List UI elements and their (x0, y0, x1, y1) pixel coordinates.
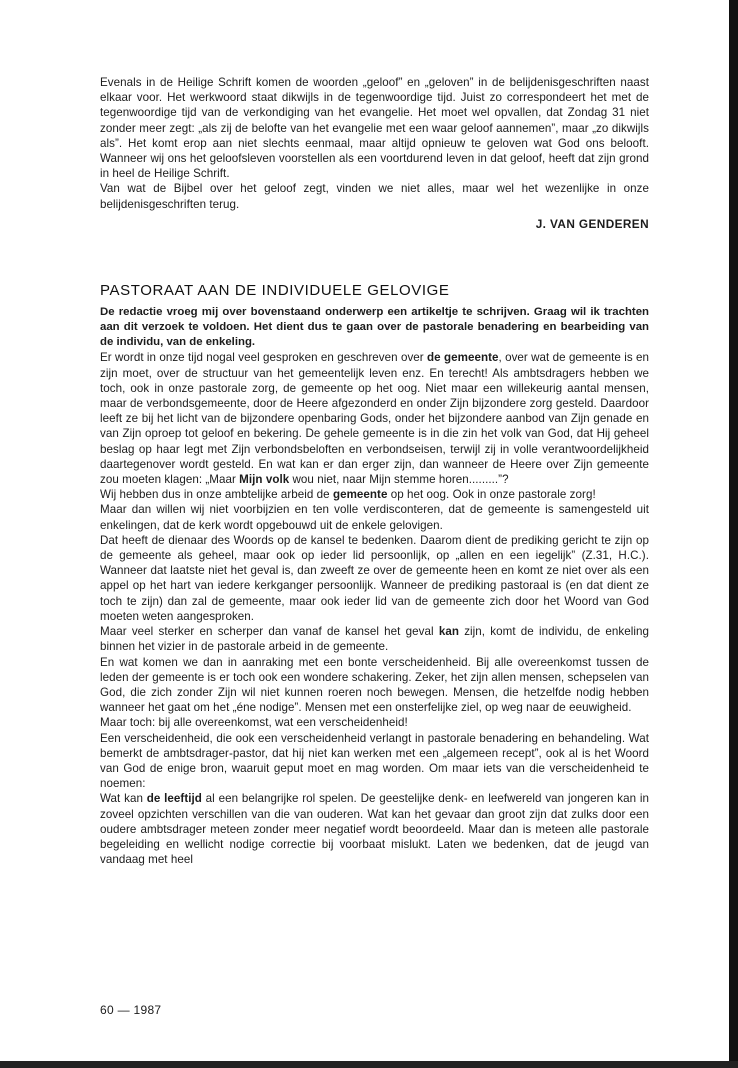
article-intro: De redactie vroeg mij over bovenstaand onderwerp een artikeltje te schrijven. Graag wil ik trachten aan dit verzoek te voldoen. Het dient dus te gaan over de pastorale benadering en bearbeiding van de individu, van de enkeling. (100, 305, 649, 349)
article-title: PASTORAAT AAN DE INDIVIDUELE GELOVIGE (100, 281, 450, 299)
top-paragraph: Evenals in de Heilige Schrift komen de woorden „geloof” en „geloven” in de belijdenisgeschriften naast elkaar voor. Het werkwoord staat dikwijls in de tegenwoordige tijd. Juist zo correspondeert het met de tegenwoordige tijd van de verkondiging van het evangelie. Het moet wel opvallen, dat Zondag 31 niet zonder meer zegt: „als zij de belofte van het evangelie met een waar geloof aannemen”, maar „zo dikwijls als”. Het komt erop aan niet slechts eenmaal, maar altijd opnieuw te geloven wat God ons belooft. Wanneer wij ons het geloofsleven voorstellen als een voortdurend leven in dat geloof, heeft dat zijn grond in heel de Heilige Schrift. (100, 76, 649, 181)
article-paragraph-5: Maar veel sterker en scherper dan vanaf de kansel het geval kan zijn, komt de individu, de enkeling binnen het vizier in de pastorale arbeid in de gemeente. (100, 625, 650, 654)
top-paragraph-2: Van wat de Bijbel over het geloof zegt, vinden we niet alles, maar wel het wezenlijke in onze belijdenisgeschriften terug. (100, 182, 649, 211)
article-paragraph-7: Maar toch: bij alle overeenkomst, wat een verscheidenheid! (100, 716, 408, 730)
article-paragraph-1: Er wordt in onze tijd nogal veel gesproken en geschreven over de gemeente, over wat de gemeente is en zijn moet, over de structuur van het gemeentelijk leven enz. En terecht! Als ambtsdragers hebben we toch, ook in onze pastorale zorg, de gemeente op het oog. Niet maar een willekeurig aantal mensen, maar de verbondsgemeente, door de Heere afgezonderd en onder Zijn bijzondere zorg gesteld. Daardoor leeft ze bij het licht van de bijzondere openbaring Gods, onder het bijzondere aanbod van Zijn genade en van Zijn oproep tot geloof en bekering. De gehele gemeente is in die zin het volk van God, dat Hij geheel beslag op haar legt met Zijn verbondsbeloften en verbondseisen, terwijl zij in volle verantwoordelijkheid daartegenover wordt gesteld. En wat kan er dan erger zijn, dan wanneer de Heere over Zijn gemeente zou moeten klagen: „Maar Mijn volk wou niet, naar Mijn stemme horen.........”? (100, 351, 649, 487)
article-paragraph-2: Wij hebben dus in onze ambtelijke arbeid de gemeente op het oog. Ook in onze pastorale zorg! (100, 488, 596, 502)
page-edge-right (729, 0, 738, 1068)
article-paragraph-3: Maar dan willen wij niet voorbijzien en ten volle verdisconteren, dat de gemeente is samengesteld uit enkelingen, dat de kerk wordt opgebouwd uit de enkele gelovigen. (100, 503, 649, 532)
page-number: 60 — 1987 (100, 1003, 162, 1017)
article-paragraph-4: Dat heeft de dienaar des Woords op de kansel te bedenken. Daarom dient de prediking gericht te zijn op de gemeente als geheel, maar ook op ieder lid persoonlijk, op „allen en een iegelijk” (Z.31, H.C.). Wanneer dat laatste niet het geval is, dan zweeft ze over de gemeente heen en komt ze niet over als een appel op het hart van iedere kerkganger persoonlijk. Wanneer de prediking pastoraal is (en dat dient ze toch te zijn) dan zal de gemeente, maar ook ieder lid van de gemeente zich door het Woord van God moeten weten aangesproken. (100, 533, 649, 623)
page-edge-bottom (0, 1061, 738, 1068)
author-signature: J. VAN GENDEREN (535, 216, 649, 231)
article-paragraph-9: Wat kan de leeftijd al een belangrijke rol spelen. De geestelijke denk- en leefwereld van jongeren kan in zoveel opzichten verschillen van die van ouderen. Wat kan het gevaar dan groot zijn dat zulks door een oudere ambtsdrager meteen zonder meer negatief wordt beoordeeld. Maar dan is meteen alle pastorale begeleiding en wellicht nodige correctie bij voorbaat mislukt. Laten we bedenken, dat de jeugd van vandaag met heel (100, 792, 649, 867)
article-paragraph-6: En wat komen we dan in aanraking met een bonte verscheidenheid. Bij alle overeenkomst tussen de leden der gemeente is er toch ook een wondere schakering. Zeker, het zijn allen mensen, schepselen van God, die zich zonder Zijn wil niet kunnen roeren noch bewegen. Mensen, die hetzelfde nodig hebben wanneer het gaat om het „éne nodige”. Mensen met een onsterfelijke ziel, op weg naar de eeuwigheid. (100, 655, 649, 715)
page-content (100, 75, 649, 867)
article-paragraph-8: Een verscheidenheid, die ook een verscheidenheid verlangt in pastorale benadering en behandeling. Wat bemerkt de ambtsdrager-pastor, dat hij niet kan werken met een „algemeen recept”, ook al is het Woord van God de enige bron, waaruit geput moet en mag worden. Om maar iets van die verscheidenheid te noemen: (100, 731, 649, 791)
